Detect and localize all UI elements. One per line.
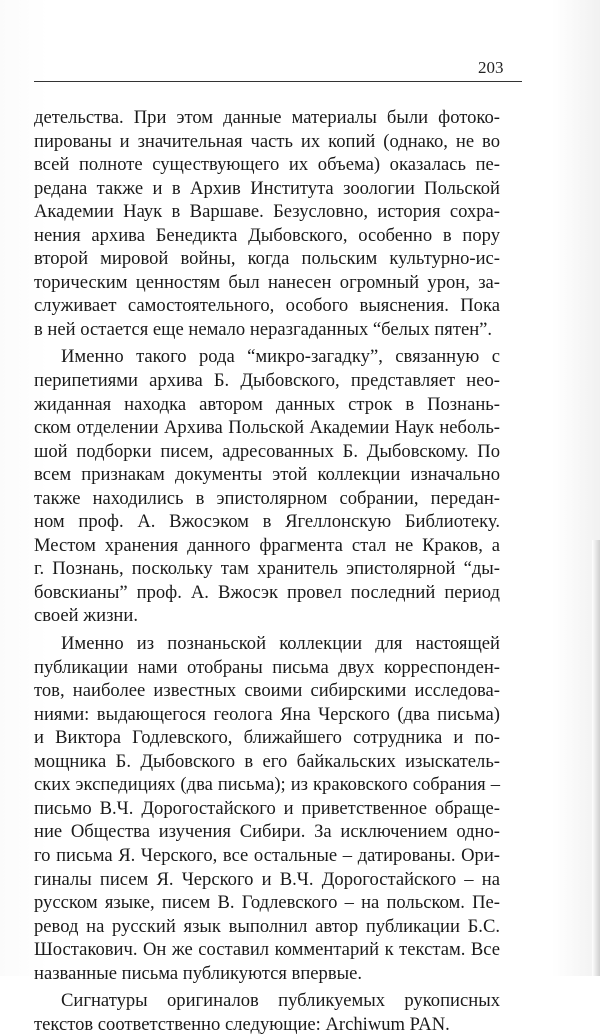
text-line: Сигнатуры оригиналов публикуемых рукописных: [61, 990, 500, 1012]
text-line: и Виктора Годлевского, ближайшего сотрудника и по-: [34, 727, 500, 749]
text-line: бовскианы” проф. А. Вжосэк провел последний период: [34, 581, 500, 603]
text-line: названные письма публикуются впервые.: [34, 962, 363, 984]
text-line: Шостакович. Он же составил комментарий к текстам. Все: [34, 939, 500, 961]
text-line: всем признакам документы этой коллекции изначально: [34, 464, 500, 486]
text-line: Именно из познаньской коллекции для настоящей: [61, 633, 500, 655]
text-line: второй мировой войны, когда польским культурно-ис-: [34, 248, 500, 270]
text-line: го письма Я. Черского, все остальные – датированы. Ори-: [34, 844, 500, 866]
text-line: шой подборки писем, адресованных Б. Дыбовскому. По: [34, 440, 500, 462]
text-line: нения архива Бенедикта Дыбовского, особенно в пору: [34, 224, 500, 246]
text-line: ском отделении Архива Польской Академии Наук неболь-: [34, 417, 500, 439]
page-edge-shadow: [592, 540, 600, 976]
text-line: письмо В.Ч. Дорогостайского и приветственное обраще-: [34, 797, 500, 819]
text-line: мощника Б. Дыбовского в его байкальских изыскатель-: [34, 750, 500, 772]
text-line: также находились в эпистолярном собрании, передан-: [34, 487, 500, 509]
text-line: жиданная находка автором данных строк в Познань-: [34, 393, 500, 415]
text-line: тов, наиболее известных своими сибирскими исследова-: [34, 680, 501, 702]
text-line: редана также и в Архив Института зоологии Польской: [34, 177, 500, 199]
paragraph: [34, 345, 534, 628]
text-line: Местом хранения данного фрагмента стал не Краков, а: [34, 534, 500, 556]
text-line: в ней остается еще немало неразгаданных “белых пятен”.: [34, 318, 493, 340]
text-line: публикации нами отобраны письма двух корреспонден-: [34, 656, 501, 678]
text-line: служивает самостоятельного, особого выяснения. Пока: [34, 295, 500, 317]
text-line: пированы и значительная часть их копий (однако, не во: [34, 130, 500, 152]
text-line: гиналы писем Я. Черского и В.Ч. Дорогостайского – на: [34, 868, 500, 890]
paragraph: [34, 632, 534, 985]
text-line: русском языке, писем В. Годлевского – на польском. Пе-: [34, 892, 500, 914]
text-line: ние Общества изучения Сибири. За исключением одно-: [34, 821, 500, 843]
page-number: 203: [478, 58, 504, 77]
text-line: ревод на русский язык выполнил автор публикации Б.С.: [34, 915, 500, 937]
text-line: Академии Наук в Варшаве. Безусловно, история сохра-: [34, 201, 500, 223]
text-line: Именно такого рода “микро-загадку”, связанную с: [61, 346, 500, 368]
text-line: ниями: выдающегося геолога Яна Черского (два письма): [34, 703, 500, 725]
text-line: перипетиями архива Б. Дыбовского, представляет нео-: [34, 370, 500, 392]
paragraph: [34, 106, 534, 341]
body-text: [34, 106, 534, 1036]
text-line: ских экспедициях (два письма); из краковского собрания –: [34, 774, 500, 796]
text-line: детельства. При этом данные материалы были фотоко-: [34, 107, 501, 128]
header-rule: [34, 81, 522, 82]
text-line: своей жизни.: [34, 605, 138, 627]
text-line: г. Познань, поскольку там хранитель эпистолярной “ды-: [34, 558, 500, 580]
text-line: текстов соответственно следующие: Archiwum PAN.: [34, 1013, 450, 1035]
paragraph: [34, 989, 534, 1036]
text-line: ном проф. А. Вжосэком в Ягеллонскую Библиотеку.: [34, 511, 500, 533]
text-line: торическим ценностям был нанесен огромный урон, за-: [34, 271, 500, 293]
text-line: всей полноте существующего их объема) оказалась пе-: [34, 154, 500, 176]
